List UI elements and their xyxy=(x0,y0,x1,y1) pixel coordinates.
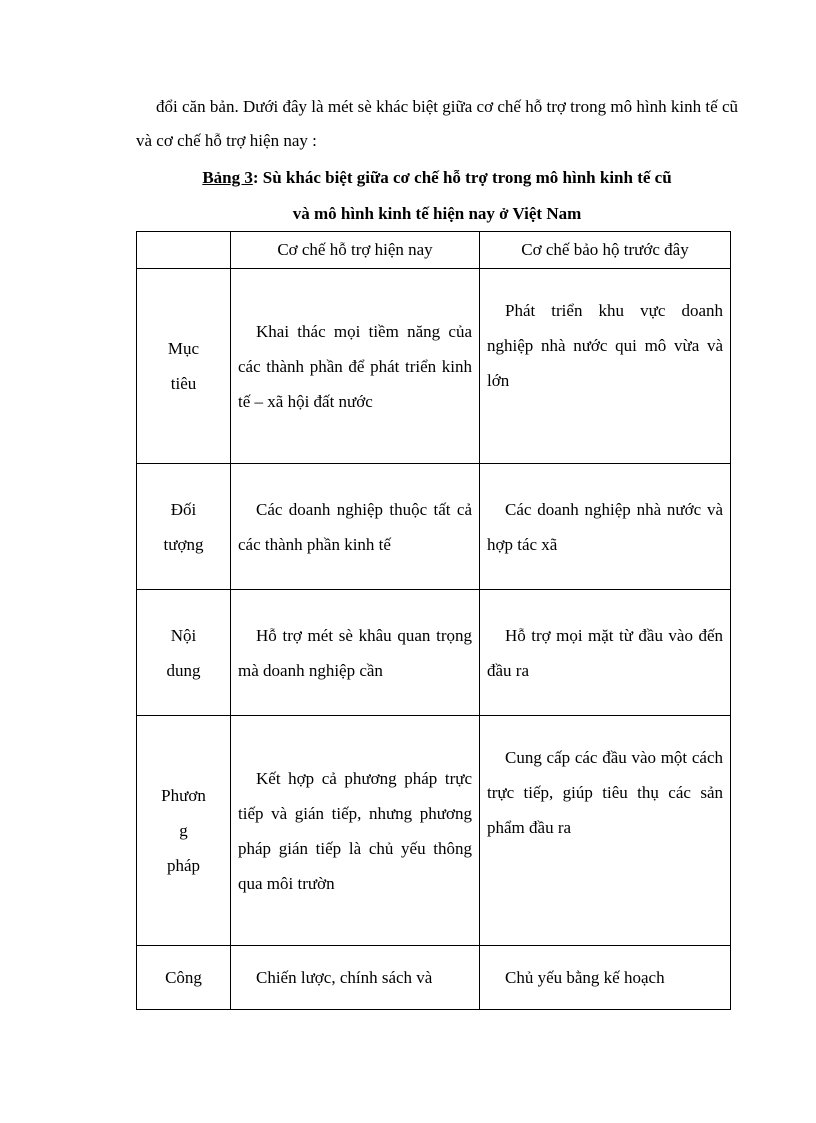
row-label xyxy=(137,464,231,590)
row-label-line: tiêu xyxy=(170,374,197,393)
table-row xyxy=(137,946,731,1010)
row-label-line: Mục xyxy=(167,339,200,358)
row-label-line: pháp xyxy=(166,856,201,875)
current-mechanism-cell xyxy=(231,716,480,946)
current-mechanism-cell xyxy=(231,946,480,1010)
current-mechanism-cell xyxy=(231,464,480,590)
comparison-table xyxy=(136,231,731,1010)
header-empty-cell xyxy=(137,232,231,269)
table-caption xyxy=(136,160,738,232)
cell-text: Hỗ trợ mọi mặt từ đầu vào đến đầu ra xyxy=(487,625,723,680)
table-caption-line2: và mô hình kinh tế hiện nay ở Việt Nam xyxy=(292,204,582,223)
row-label-line: Công xyxy=(165,968,202,987)
table-caption-label: Bảng 3 xyxy=(202,168,253,187)
table-row xyxy=(137,464,731,590)
table-header-row xyxy=(137,232,731,269)
cell-text: Chủ yếu bằng kế hoạch xyxy=(505,968,665,987)
previous-mechanism-cell xyxy=(480,946,731,1010)
row-label xyxy=(137,269,231,464)
cell-text: Các doanh nghiệp nhà nước và hợp tác xã xyxy=(487,499,723,554)
header-previous-mechanism: Cơ chế bảo hộ trước đây xyxy=(480,232,731,269)
row-label xyxy=(137,590,231,716)
previous-mechanism-cell xyxy=(480,464,731,590)
previous-mechanism-cell xyxy=(480,269,731,464)
row-label-line: Nội xyxy=(170,625,197,645)
current-mechanism-cell xyxy=(231,590,480,716)
cell-text: Cung cấp các đầu vào một cách trực tiếp, giúp tiêu thụ các sản phẩm đầu ra xyxy=(487,748,723,837)
cell-text: Hỗ trợ mét sè khâu quan trọng mà doanh nghiệp cần xyxy=(238,625,472,680)
row-label-line: Đối xyxy=(170,499,197,519)
previous-mechanism-cell xyxy=(480,590,731,716)
table-row xyxy=(137,269,731,464)
table-row xyxy=(137,716,731,946)
row-label xyxy=(137,716,231,946)
row-label xyxy=(137,946,231,1010)
row-label-line: tượng xyxy=(163,534,204,554)
cell-text: Khai thác mọi tiềm năng của các thành phần để phát triển kinh tế – xã hội đất nước xyxy=(238,321,472,411)
header-current-mechanism: Cơ chế hỗ trợ hiện nay xyxy=(231,232,480,269)
intro-paragraph: đổi căn bản. Dưới đây là mét sè khác biệt giữa cơ chế hỗ trợ trong mô hình kinh tế cũ và cơ chế hỗ trợ hiện nay : xyxy=(136,97,738,150)
current-mechanism-cell xyxy=(231,269,480,464)
row-label-line: dung xyxy=(166,660,201,680)
table-row xyxy=(137,590,731,716)
previous-mechanism-cell xyxy=(480,716,731,946)
table-caption-line1: : Sù khác biệt giữa cơ chế hỗ trợ trong mô hình kinh tế cũ xyxy=(252,168,672,187)
row-label-line: Phươn xyxy=(161,786,206,805)
cell-text: Chiến lược, chính sách và xyxy=(256,968,433,987)
cell-text: Phát triển khu vực doanh nghiệp nhà nước qui mô vừa và lớn xyxy=(487,301,723,390)
row-label-line: g xyxy=(179,821,188,840)
cell-text: Các doanh nghiệp thuộc tất cả các thành phần kinh tế xyxy=(238,499,472,554)
cell-text: Kết hợp cả phương pháp trực tiếp và gián tiếp, nhưng phương pháp gián tiếp là chủ yếu thông qua môi trườn xyxy=(238,768,472,893)
